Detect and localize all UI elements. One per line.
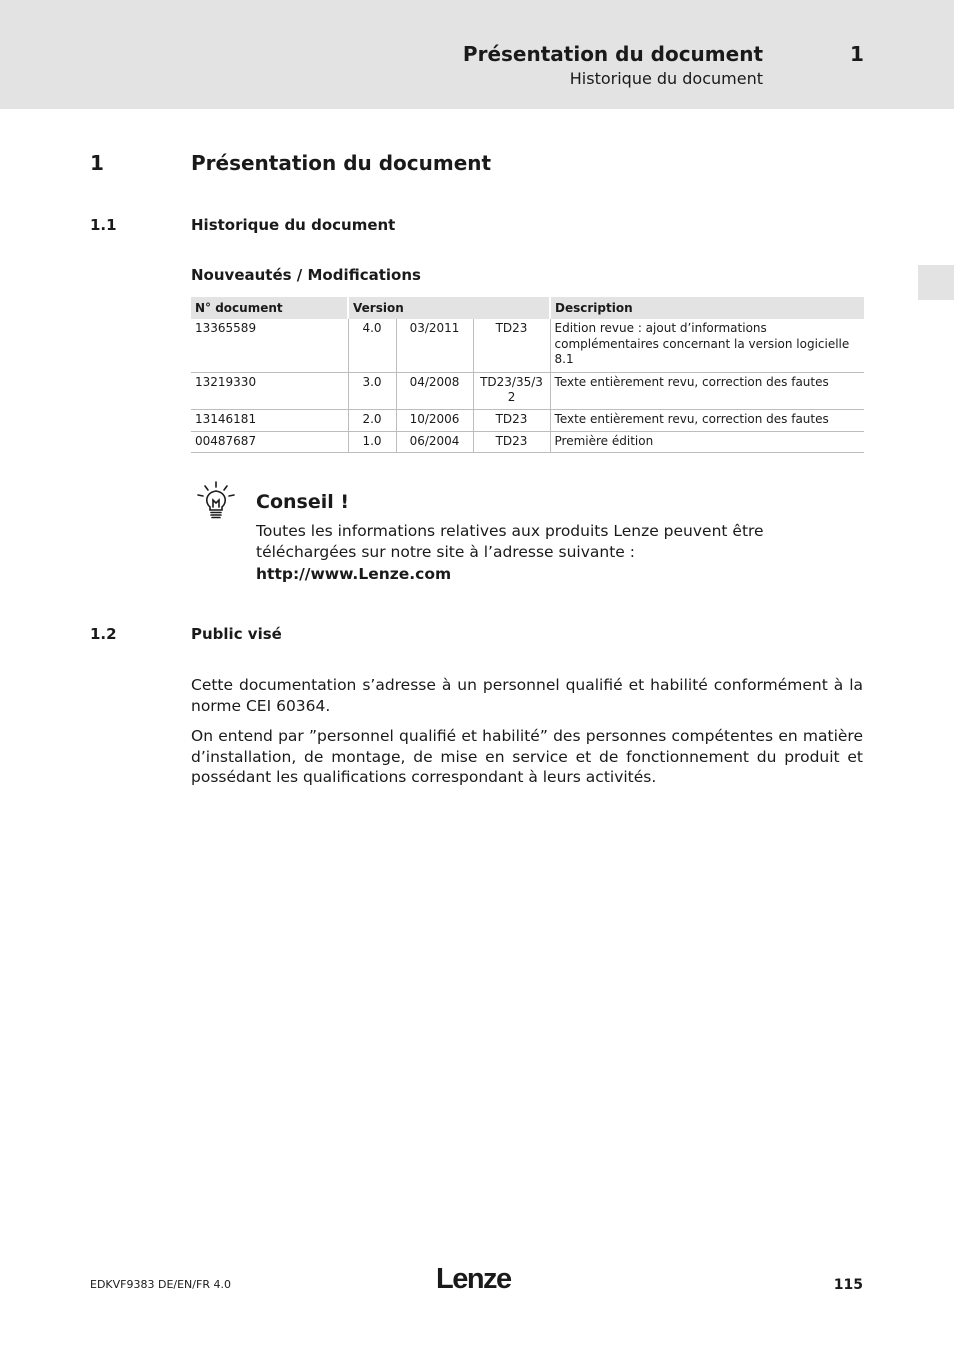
- header-chapter-number: 1: [850, 42, 864, 66]
- changes-heading: Nouveautés / Modifications: [191, 266, 421, 284]
- cell-date: 04/2008: [396, 372, 473, 409]
- cell-description: Texte entièrement revu, correction des fautes: [550, 372, 864, 409]
- cell-description: Edition revue : ajout d’informations complémentaires concernant la version logicielle 8.1: [550, 319, 864, 372]
- header-title: Présentation du document: [462, 42, 763, 66]
- table-row: [191, 319, 864, 372]
- cell-date: 06/2004: [396, 431, 473, 453]
- cell-description: Texte entièrement revu, correction des fautes: [550, 409, 864, 431]
- cell-doc: 00487687: [191, 431, 348, 453]
- cell-date: 03/2011: [396, 319, 473, 372]
- cell-td: TD23/35/32: [473, 372, 550, 409]
- subsection-title: Historique du document: [191, 216, 396, 234]
- subsection-number: 1.2: [90, 625, 117, 643]
- cell-version: 2.0: [348, 409, 396, 431]
- footer-document-id: EDKVF9383 DE/EN/FR 4.0: [90, 1278, 231, 1291]
- chapter-side-tab: [918, 265, 954, 300]
- cell-td: TD23: [473, 409, 550, 431]
- cell-version: 3.0: [348, 372, 396, 409]
- header-version: Version: [348, 297, 550, 319]
- lightbulb-icon: [196, 480, 236, 520]
- table-row: [191, 409, 864, 431]
- subsection-number: 1.1: [90, 216, 117, 234]
- cell-td: TD23: [473, 319, 550, 372]
- header-subtitle: Historique du document: [569, 69, 763, 88]
- section-number: 1: [90, 151, 104, 175]
- header-doc: N° document: [191, 297, 348, 319]
- cell-date: 10/2006: [396, 409, 473, 431]
- header-description: Description: [550, 297, 864, 319]
- subsection-title: Public visé: [191, 625, 282, 643]
- cell-description: Première édition: [550, 431, 864, 453]
- cell-version: 1.0: [348, 431, 396, 453]
- tip-title: Conseil !: [256, 491, 350, 513]
- table-row: [191, 431, 864, 453]
- tip-text: Toutes les informations relatives aux produits Lenze peuvent être téléchargées sur notre site à l’adresse suivante :: [256, 522, 764, 561]
- paragraph: On entend par ”personnel qualifié et habilité” des personnes compétentes en matière d’installation, de montage, de mise en service et de fonctionnement du produit et possédant les qualifications correspondant à leurs activités.: [191, 727, 863, 786]
- section-title: Présentation du document: [191, 151, 492, 175]
- page-number: 115: [833, 1277, 863, 1293]
- cell-doc: 13219330: [191, 372, 348, 409]
- lenze-logo: Lenze: [436, 1263, 511, 1295]
- cell-td: TD23: [473, 431, 550, 453]
- cell-doc: 13365589: [191, 319, 348, 372]
- paragraph: Cette documentation s’adresse à un personnel qualifié et habilité conformément à la norme CEI 60364.: [191, 676, 863, 715]
- table-row: [191, 372, 864, 409]
- cell-version: 4.0: [348, 319, 396, 372]
- table-header-row: [191, 297, 864, 319]
- lenze-website-link[interactable]: http://www.Lenze.com: [256, 565, 452, 583]
- document-history-table: [191, 297, 864, 453]
- cell-doc: 13146181: [191, 409, 348, 431]
